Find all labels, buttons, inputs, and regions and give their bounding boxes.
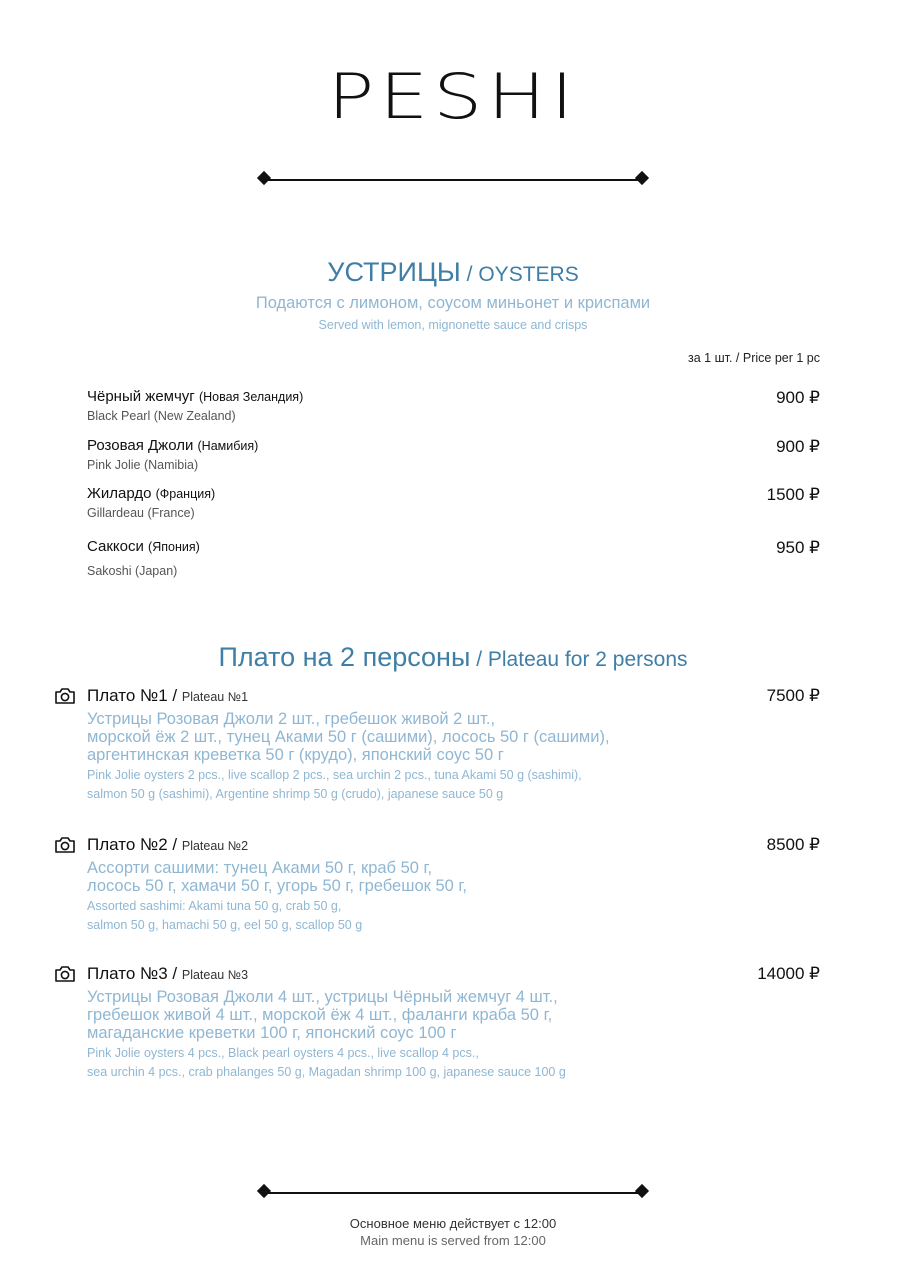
oyster-item — [87, 437, 820, 472]
oyster-name-en: Sakoshi (Japan) — [87, 564, 178, 578]
oyster-name: Розовая Джоли — [87, 437, 194, 454]
plateau-price: 8500 ₽ — [766, 835, 820, 854]
description-line: salmon 50 g, hamachi 50 g, eel 50 g, scallop 50 g — [87, 918, 363, 932]
diamond-icon — [257, 1184, 271, 1198]
plateau-description-en — [87, 1044, 820, 1082]
oysters-title-ru: УСТРИЦЫ — [327, 257, 461, 287]
plateau-price: 14000 ₽ — [757, 964, 820, 983]
plateau-name: Плато №2 / — [87, 835, 182, 854]
plateau-name: Плато №1 / — [87, 686, 182, 705]
oyster-origin: (Франция) — [155, 487, 216, 501]
description-line: морской ёж 2 шт., тунец Аками 50 г (сашими), лосось 50 г (сашими), — [87, 728, 610, 746]
plateau-description-ru — [87, 988, 820, 1042]
oysters-title-en: / OYSTERS — [460, 263, 579, 286]
plateau-description-en — [87, 766, 820, 804]
description-line: магаданские креветки 100 г, японский соус 100 г — [87, 1024, 457, 1042]
description-line: Ассорти сашими: тунец Аками 50 г, краб 50 г, — [87, 859, 433, 877]
description-line: salmon 50 g (sashimi), Argentine shrimp 50 g (crudo), japanese sauce 50 g — [87, 787, 504, 801]
plateau-title-ru: Плато на 2 персоны — [218, 642, 471, 672]
camera-icon[interactable] — [54, 836, 76, 854]
oyster-name-en: Pink Jolie (Namibia) — [87, 458, 199, 472]
bottom-divider — [258, 1186, 648, 1200]
description-line: Pink Jolie oysters 4 pcs., Black pearl oysters 4 pcs., live scallop 4 pcs., — [87, 1046, 479, 1060]
plateau-item — [54, 964, 820, 1082]
plateau-name-en: Plateau №2 — [181, 839, 249, 853]
oysters-subtitle-ru: Подаются с лимоном, соусом миньонет и криспами — [255, 294, 651, 312]
footer-hours-en: Main menu is served from 12:00 — [360, 1233, 546, 1248]
oyster-origin: (Япония) — [148, 540, 200, 554]
plateau-item — [54, 835, 820, 935]
plateau-name: Плато №3 / — [87, 964, 182, 983]
top-divider — [258, 173, 648, 187]
description-line: аргентинская креветка 50 г (крудо), японский соус 50 г — [87, 746, 504, 764]
footer-hours-ru: Основное меню действует с 12:00 — [349, 1216, 557, 1231]
plateau-title — [0, 642, 906, 673]
plateau-description-ru — [87, 710, 820, 764]
oyster-origin: (Намибия) — [197, 439, 259, 453]
oyster-name: Чёрный жемчуг — [87, 388, 195, 405]
diamond-icon — [257, 171, 271, 185]
plateau-name-en: Plateau №1 — [181, 690, 249, 704]
oyster-name: Жилардо — [87, 485, 152, 502]
price-note: за 1 шт. / Price per 1 pc — [688, 351, 820, 365]
logo: PESHI — [327, 60, 579, 133]
camera-icon[interactable] — [54, 965, 76, 983]
plateau-price: 7500 ₽ — [766, 686, 820, 705]
oyster-item — [87, 388, 820, 423]
plateau-description-en — [87, 897, 820, 935]
description-line: sea urchin 4 pcs., crab phalanges 50 g, Magadan shrimp 100 g, japanese sauce 100 g — [87, 1065, 566, 1079]
oyster-price: 950 ₽ — [776, 538, 820, 557]
oyster-item — [87, 485, 820, 520]
oyster-origin: (Новая Зеландия) — [198, 390, 304, 404]
oysters-subtitle-en: Served with lemon, mignonette sauce and crisps — [318, 318, 588, 332]
description-line: Устрицы Розовая Джоли 4 шт., устрицы Чёрный жемчуг 4 шт., — [87, 988, 558, 1006]
diamond-icon — [635, 171, 649, 185]
oyster-price: 900 ₽ — [776, 437, 820, 456]
plateau-title-en: / Plateau for 2 persons — [470, 648, 688, 671]
oyster-name-en: Gillardeau (France) — [87, 506, 195, 520]
oyster-price: 900 ₽ — [776, 388, 820, 407]
description-line: гребешок живой 4 шт., морской ёж 4 шт., фаланги краба 50 г, — [87, 1006, 553, 1024]
oyster-name: Саккоси — [87, 538, 144, 555]
oyster-name-en: Black Pearl (New Zealand) — [87, 409, 236, 423]
oyster-price: 1500 ₽ — [766, 485, 820, 504]
description-line: Pink Jolie oysters 2 pcs., live scallop 2 pcs., sea urchin 2 pcs., tuna Akami 50 g (sashimi), — [87, 768, 582, 782]
description-line: Assorted sashimi: Akami tuna 50 g, crab 50 g, — [87, 899, 342, 913]
plateau-name-en: Plateau №3 — [181, 968, 249, 982]
plateau-item — [54, 686, 820, 804]
plateau-description-ru — [87, 859, 820, 895]
description-line: Устрицы Розовая Джоли 2 шт., гребешок живой 2 шт., — [87, 710, 496, 728]
oyster-item — [87, 538, 820, 578]
camera-icon[interactable] — [54, 687, 76, 705]
description-line: лосось 50 г, хамачи 50 г, угорь 50 г, гребешок 50 г, — [87, 877, 467, 895]
oysters-title — [0, 257, 906, 288]
diamond-icon — [635, 1184, 649, 1198]
